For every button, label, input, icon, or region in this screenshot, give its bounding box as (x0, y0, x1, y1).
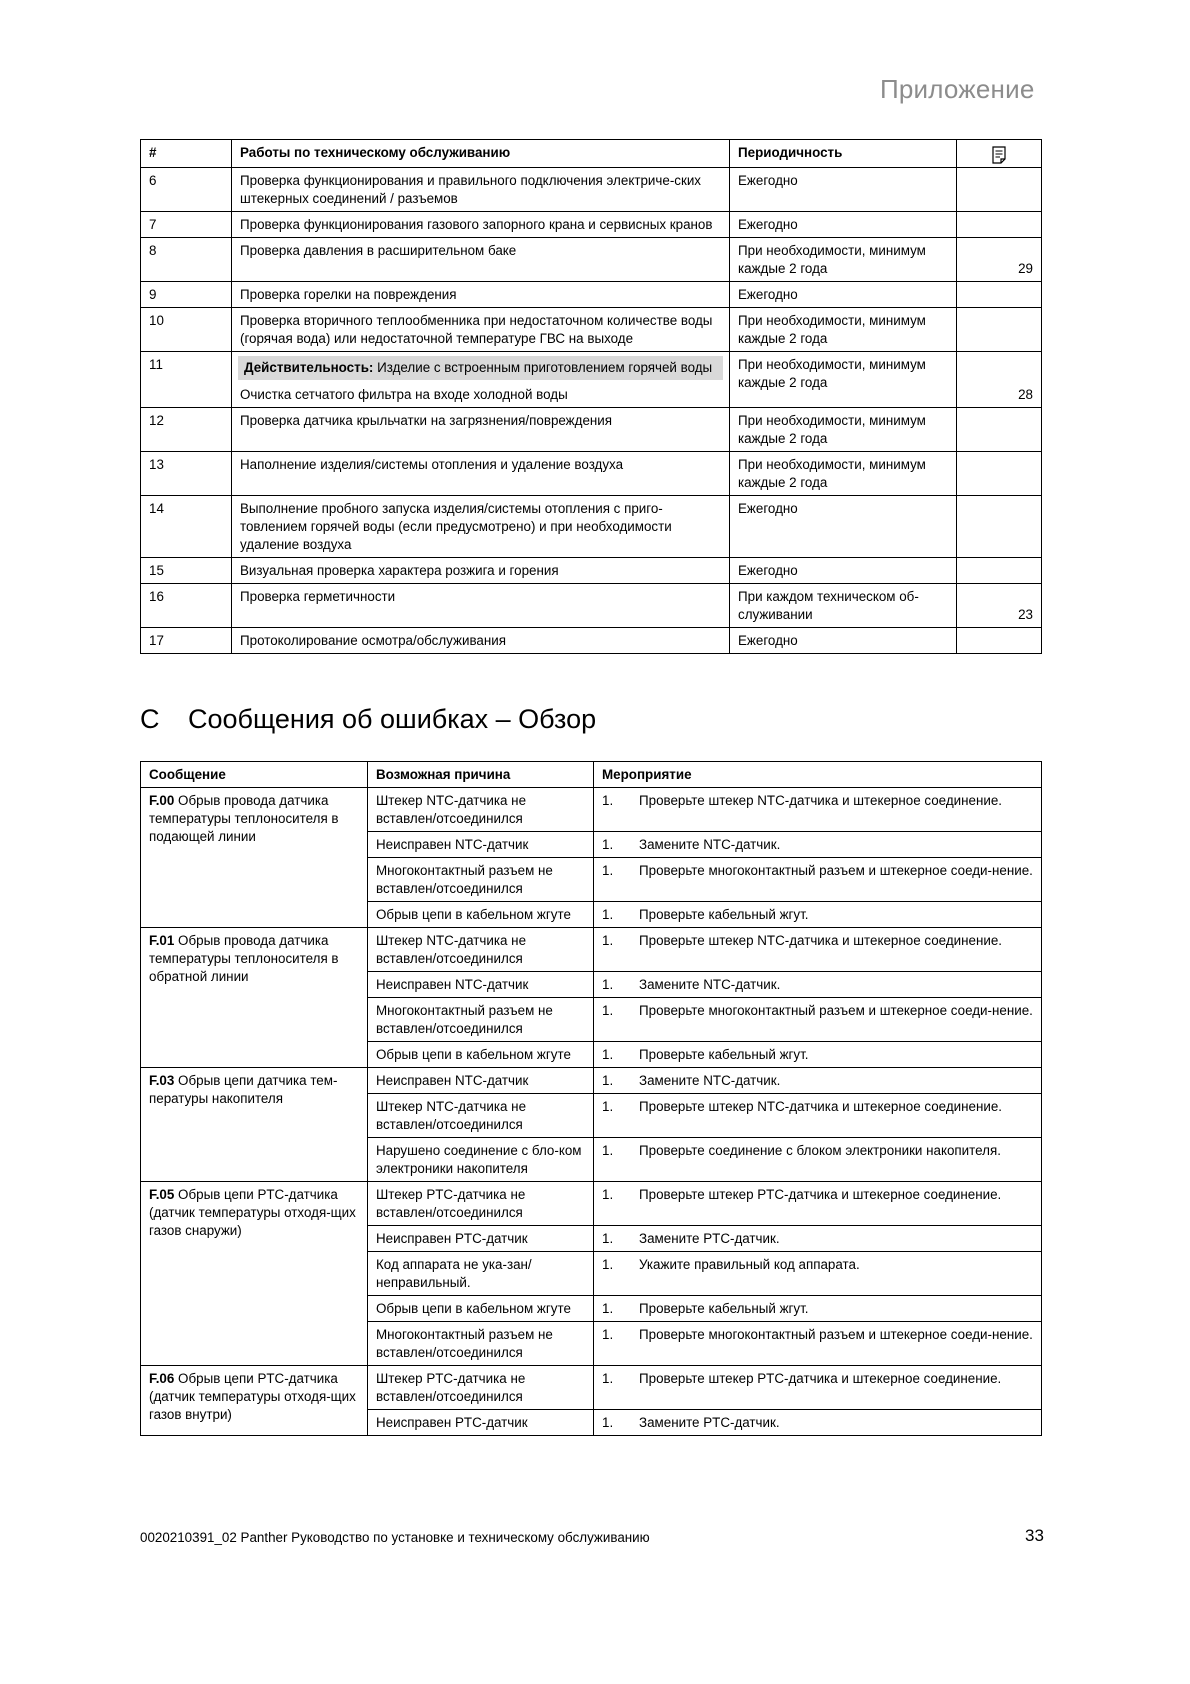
row-page-ref (957, 168, 1042, 212)
row-work (232, 282, 730, 308)
row-number: 8 (141, 238, 232, 282)
action-text: Укажите правильный код аппарата. (639, 1257, 860, 1272)
action-number: 1. (602, 907, 614, 922)
error-action (594, 1252, 1042, 1296)
table-row (141, 352, 1042, 408)
error-cause: Штекер PTC-датчика не вставлен/отсоединился (368, 1366, 594, 1410)
error-row (141, 788, 1042, 832)
error-cause: Неисправен PTC-датчик (368, 1226, 594, 1252)
row-number: 6 (141, 168, 232, 212)
table-row (141, 212, 1042, 238)
action-number: 1. (602, 837, 614, 852)
work-text: Проверка функционирования и правильного подключения электриче-ских штекерных соединений / разъемов (240, 173, 702, 206)
error-action (594, 902, 1042, 928)
error-action (594, 858, 1042, 902)
error-action (594, 928, 1042, 972)
header-num: # (141, 140, 232, 168)
work-text: Проверка горелки на повреждения (240, 287, 457, 302)
error-messages-table (140, 761, 1042, 1436)
action-item (602, 1098, 1033, 1116)
error-message (141, 1366, 368, 1436)
row-number: 9 (141, 282, 232, 308)
action-text: Проверьте штекер NTC-датчика и штекерное соединение. (639, 793, 1003, 808)
work-text: Проверка датчика крыльчатки на загрязнения/повреждения (240, 413, 613, 428)
header-action: Мероприятие (594, 762, 1042, 788)
table-row (141, 168, 1042, 212)
error-description: Обрыв провода датчика температуры теплоносителя в подающей линии (149, 793, 339, 844)
error-action (594, 1410, 1042, 1436)
error-action (594, 1042, 1042, 1068)
row-work (232, 558, 730, 584)
header-work: Работы по техническому обслуживанию (232, 140, 730, 168)
row-page-ref (957, 628, 1042, 654)
action-number: 1. (602, 1143, 614, 1158)
error-description: Обрыв цепи датчика тем-пературы накопителя (149, 1073, 338, 1106)
action-item (602, 1326, 1033, 1344)
error-table-header (141, 762, 1042, 788)
row-number: 17 (141, 628, 232, 654)
row-number: 15 (141, 558, 232, 584)
error-cause: Неисправен PTC-датчик (368, 1410, 594, 1436)
work-text: Наполнение изделия/системы отопления и удаление воздуха (240, 457, 624, 472)
error-action (594, 1138, 1042, 1182)
action-item (602, 862, 1033, 880)
footer-doc-info: 0020210391_02 Panther Руководство по установке и техническому обслуживанию (140, 1530, 650, 1545)
error-action (594, 1226, 1042, 1252)
action-item (602, 1370, 1033, 1388)
error-row (141, 1366, 1042, 1410)
row-page-ref (957, 238, 1042, 282)
header-page-ref (957, 140, 1042, 168)
action-number: 1. (602, 1073, 614, 1088)
error-code: F.05 (149, 1187, 175, 1202)
action-number: 1. (602, 793, 614, 808)
action-number: 1. (602, 1231, 614, 1246)
work-text: Проверка вторичного теплообменника при недостаточном количестве воды (горячая вода) или недостаточной температуре ГВС на выходе (240, 313, 713, 346)
section-letter: C (140, 704, 160, 734)
error-message (141, 1182, 368, 1366)
row-number: 11 (141, 352, 232, 408)
work-text: Очистка сетчатого фильтра на входе холодной воды (240, 387, 568, 402)
maintenance-table-header (141, 140, 1042, 168)
row-page-ref (957, 496, 1042, 558)
action-item (602, 932, 1033, 950)
page-ref-number: 29 (1018, 261, 1033, 276)
action-item (602, 1186, 1033, 1204)
row-work (232, 496, 730, 558)
row-period: Ежегодно (730, 282, 957, 308)
work-text: Выполнение пробного запуска изделия/системы отопления с приго-товлением горячей воды (если предусмотрено) и при необходимости удаление воздуха (240, 501, 672, 552)
table-row (141, 238, 1042, 282)
error-action (594, 1322, 1042, 1366)
section-heading (140, 704, 596, 735)
action-item (602, 1256, 1033, 1274)
page-header-title: Приложение (880, 74, 1035, 104)
action-item (602, 1230, 1033, 1248)
action-number: 1. (602, 1099, 614, 1114)
page-number: 33 (1025, 1526, 1044, 1545)
error-cause: Неисправен NTC-датчик (368, 832, 594, 858)
row-period: При каждом техническом об-служивании (730, 584, 957, 628)
row-work (232, 452, 730, 496)
error-action (594, 1068, 1042, 1094)
table-row (141, 408, 1042, 452)
error-code: F.01 (149, 933, 175, 948)
error-row (141, 1182, 1042, 1226)
error-cause: Многоконтактный разъем не вставлен/отсоединился (368, 1322, 594, 1366)
table-row (141, 496, 1042, 558)
row-number: 12 (141, 408, 232, 452)
action-text: Проверьте штекер PTC-датчика и штекерное соединение. (639, 1371, 1002, 1386)
row-period: При необходимости, минимум каждые 2 года (730, 352, 957, 408)
error-description: Обрыв цепи PTC-датчика (датчик температуры отходя-щих газов внутри) (149, 1371, 356, 1422)
error-action (594, 832, 1042, 858)
action-text: Проверьте кабельный жгут. (639, 1047, 809, 1062)
row-period: Ежегодно (730, 628, 957, 654)
action-number: 1. (602, 1327, 614, 1342)
action-text: Замените PTC-датчик. (639, 1231, 780, 1246)
work-text: Проверка герметичности (240, 589, 396, 604)
row-page-ref (957, 282, 1042, 308)
action-number: 1. (602, 1371, 614, 1386)
error-action (594, 998, 1042, 1042)
error-action (594, 788, 1042, 832)
row-work (232, 212, 730, 238)
action-text: Проверьте многоконтактный разъем и штекерное соеди-нение. (639, 863, 1033, 878)
action-text: Проверьте соединение с блоком электроники накопителя. (639, 1143, 1001, 1158)
row-work (232, 628, 730, 654)
row-period: При необходимости, минимум каждые 2 года (730, 238, 957, 282)
action-number: 1. (602, 933, 614, 948)
work-text: Визуальная проверка характера розжига и горения (240, 563, 559, 578)
row-work (232, 168, 730, 212)
row-page-ref (957, 584, 1042, 628)
action-text: Проверьте кабельный жгут. (639, 1301, 809, 1316)
error-message (141, 1068, 368, 1182)
action-text: Проверьте штекер PTC-датчика и штекерное соединение. (639, 1187, 1002, 1202)
work-text: Проверка функционирования газового запорного крана и сервисных кранов (240, 217, 713, 232)
document-page-icon (992, 146, 1033, 164)
row-page-ref (957, 408, 1042, 452)
action-item (602, 1300, 1033, 1318)
table-row (141, 308, 1042, 352)
row-work (232, 584, 730, 628)
row-period: При необходимости, минимум каждые 2 года (730, 452, 957, 496)
action-number: 1. (602, 863, 614, 878)
action-item (602, 1142, 1033, 1160)
action-text: Замените NTC-датчик. (639, 1073, 781, 1088)
error-row (141, 1068, 1042, 1094)
action-item (602, 836, 1033, 854)
error-cause: Штекер NTC-датчика не вставлен/отсоединился (368, 1094, 594, 1138)
row-period: Ежегодно (730, 212, 957, 238)
error-cause: Штекер PTC-датчика не вставлен/отсоединился (368, 1182, 594, 1226)
row-page-ref (957, 212, 1042, 238)
action-item (602, 976, 1033, 994)
row-period: Ежегодно (730, 496, 957, 558)
work-text: Проверка давления в расширительном баке (240, 243, 517, 258)
action-text: Проверьте многоконтактный разъем и штекерное соеди-нение. (639, 1003, 1033, 1018)
table-row (141, 282, 1042, 308)
action-text: Замените NTC-датчик. (639, 977, 781, 992)
action-text: Проверьте многоконтактный разъем и штекерное соеди-нение. (639, 1327, 1033, 1342)
page-ref-number: 23 (1018, 607, 1033, 622)
page-ref-number: 28 (1018, 387, 1033, 402)
action-number: 1. (602, 1047, 614, 1062)
action-text: Проверьте кабельный жгут. (639, 907, 809, 922)
action-number: 1. (602, 1257, 614, 1272)
error-message (141, 928, 368, 1068)
error-action (594, 1296, 1042, 1322)
row-work (232, 352, 730, 408)
row-work (232, 308, 730, 352)
table-row (141, 628, 1042, 654)
error-action (594, 972, 1042, 998)
action-number: 1. (602, 1415, 614, 1430)
error-cause: Неисправен NTC-датчик (368, 972, 594, 998)
table-row (141, 558, 1042, 584)
error-action (594, 1094, 1042, 1138)
validity-label: Действительность: (244, 360, 374, 375)
row-number: 10 (141, 308, 232, 352)
action-item (602, 1046, 1033, 1064)
table-row (141, 584, 1042, 628)
row-page-ref (957, 558, 1042, 584)
row-number: 7 (141, 212, 232, 238)
row-page-ref (957, 308, 1042, 352)
work-text: Протоколирование осмотра/обслуживания (240, 633, 507, 648)
error-cause: Обрыв цепи в кабельном жгуте (368, 902, 594, 928)
error-row (141, 928, 1042, 972)
action-item (602, 1002, 1033, 1020)
validity-note (238, 356, 723, 380)
error-code: F.00 (149, 793, 175, 808)
error-cause: Штекер NTC-датчика не вставлен/отсоединился (368, 788, 594, 832)
section-title: Сообщения об ошибках – Обзор (188, 704, 597, 734)
action-text: Замените NTC-датчик. (639, 837, 781, 852)
error-description: Обрыв провода датчика температуры теплоносителя в обратной линии (149, 933, 339, 984)
row-page-ref (957, 352, 1042, 408)
row-number: 13 (141, 452, 232, 496)
error-message (141, 788, 368, 928)
error-cause: Нарушено соединение с бло-ком электроники накопителя (368, 1138, 594, 1182)
action-item (602, 1414, 1033, 1432)
error-code: F.03 (149, 1073, 175, 1088)
action-number: 1. (602, 1187, 614, 1202)
row-page-ref (957, 452, 1042, 496)
action-text: Проверьте штекер NTC-датчика и штекерное соединение. (639, 1099, 1003, 1114)
row-period: Ежегодно (730, 168, 957, 212)
row-period: При необходимости, минимум каждые 2 года (730, 308, 957, 352)
row-period: При необходимости, минимум каждые 2 года (730, 408, 957, 452)
action-item (602, 1072, 1033, 1090)
error-cause: Неисправен NTC-датчик (368, 1068, 594, 1094)
action-number: 1. (602, 1003, 614, 1018)
error-description: Обрыв цепи PTC-датчика (датчик температуры отходя-щих газов снаружи) (149, 1187, 356, 1238)
header-cause: Возможная причина (368, 762, 594, 788)
error-action (594, 1366, 1042, 1410)
action-item (602, 792, 1033, 810)
row-period: Ежегодно (730, 558, 957, 584)
error-code: F.06 (149, 1371, 175, 1386)
maintenance-table (140, 139, 1042, 654)
row-number: 16 (141, 584, 232, 628)
error-cause: Обрыв цепи в кабельном жгуте (368, 1296, 594, 1322)
action-text: Проверьте штекер NTC-датчика и штекерное соединение. (639, 933, 1003, 948)
header-message: Сообщение (141, 762, 368, 788)
row-number: 14 (141, 496, 232, 558)
action-text: Замените PTC-датчик. (639, 1415, 780, 1430)
row-work (232, 408, 730, 452)
action-number: 1. (602, 977, 614, 992)
table-row (141, 452, 1042, 496)
validity-text: Изделие с встроенным приготовлением горячей воды (373, 360, 713, 375)
row-work (232, 238, 730, 282)
error-cause: Штекер NTC-датчика не вставлен/отсоединился (368, 928, 594, 972)
error-cause: Многоконтактный разъем не вставлен/отсоединился (368, 858, 594, 902)
error-cause: Код аппарата не ука-зан/неправильный. (368, 1252, 594, 1296)
error-cause: Многоконтактный разъем не вставлен/отсоединился (368, 998, 594, 1042)
action-number: 1. (602, 1301, 614, 1316)
header-period: Периодичность (730, 140, 957, 168)
action-item (602, 906, 1033, 924)
error-cause: Обрыв цепи в кабельном жгуте (368, 1042, 594, 1068)
error-action (594, 1182, 1042, 1226)
